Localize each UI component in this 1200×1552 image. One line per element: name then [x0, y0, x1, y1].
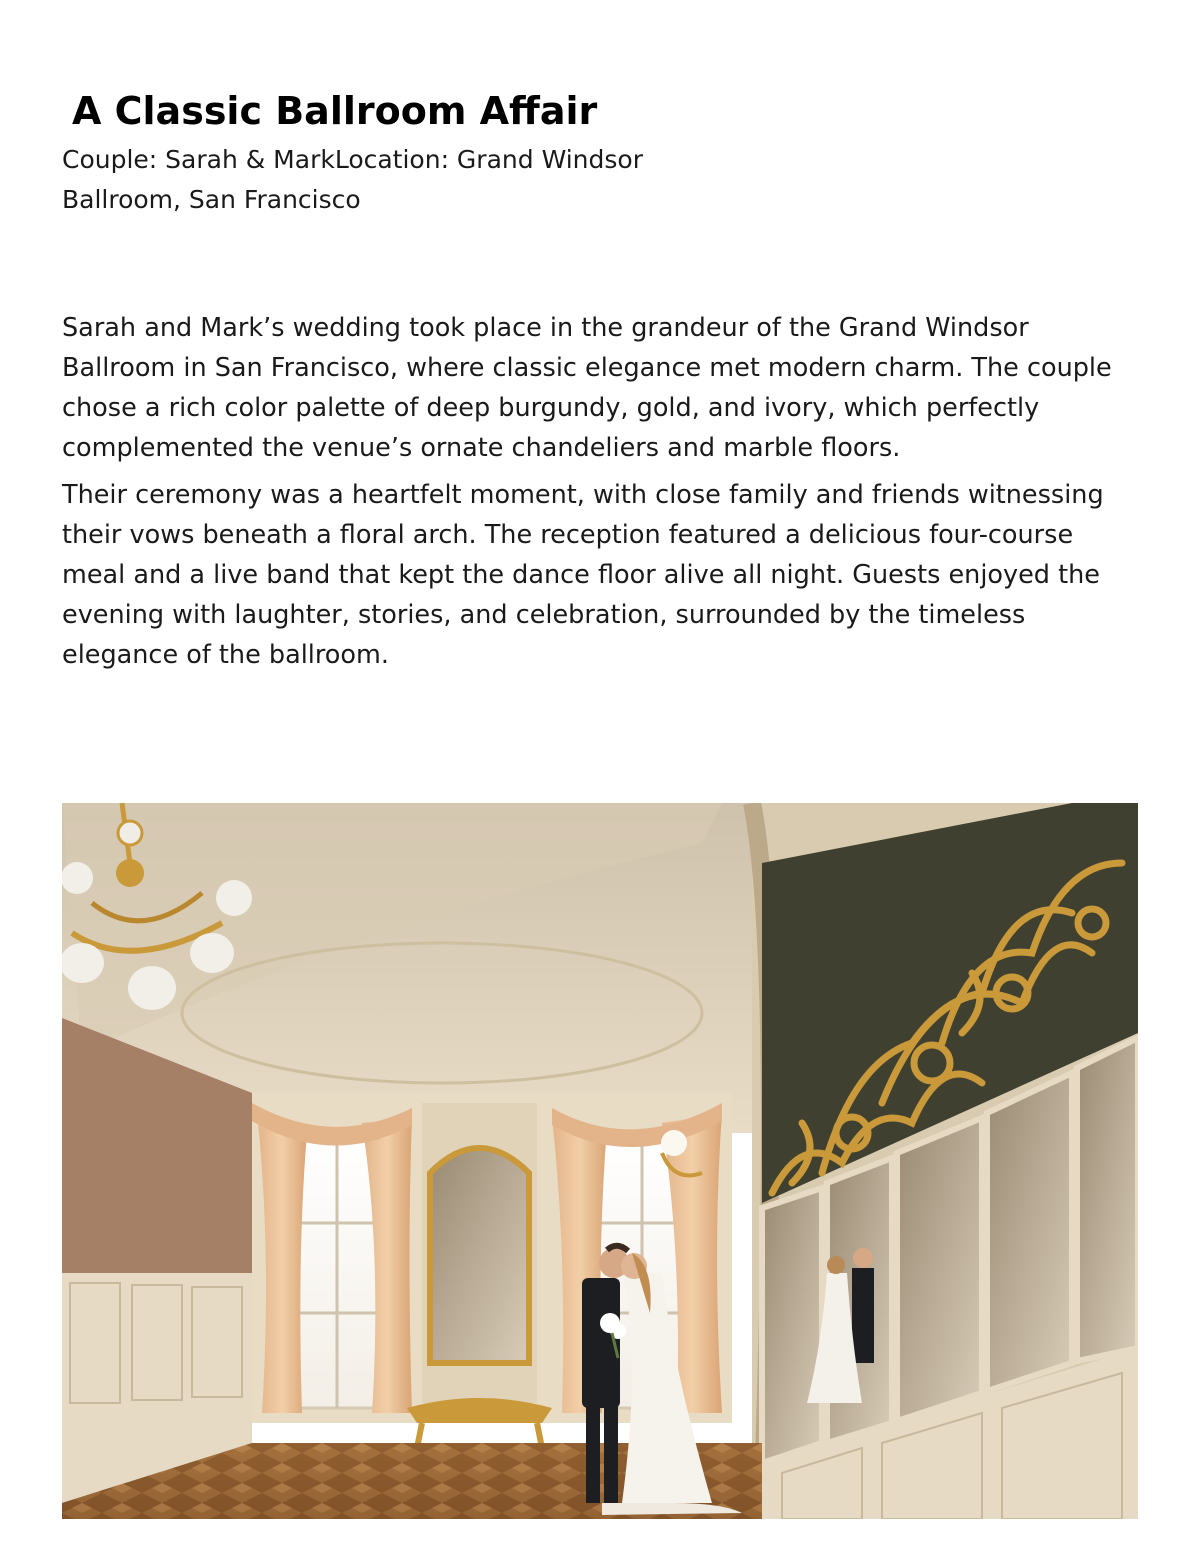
location-line: Location: Grand Windsor Ballroom, San Francisco: [62, 145, 643, 214]
story-paragraph-1: Sarah and Mark’s wedding took place in the grandeur of the Grand Windsor Ballroom in San Francisco, where classic elegance met modern charm. The couple chose a rich color palette of deep burgundy, gold, and ivory, which perfectly complemented the venue’s ornate chandeliers and marble floors.: [62, 313, 1112, 463]
story-body: [62, 308, 1142, 682]
event-details: [62, 140, 742, 220]
ballroom-wedding-photo: [62, 803, 1138, 1519]
page-title: A Classic Ballroom Affair: [72, 89, 598, 133]
couple-line: Couple: Sarah & Mark: [62, 145, 335, 174]
story-paragraph-2: Their ceremony was a heartfelt moment, with close family and friends witnessing their vows beneath a floral arch. The reception featured a delicious four-course meal and a live band that kept the dance floor alive all night. Guests enjoyed the evening with laughter, stories, and celebration, surrounded by the timeless elegance of the ballroom.: [62, 480, 1104, 670]
